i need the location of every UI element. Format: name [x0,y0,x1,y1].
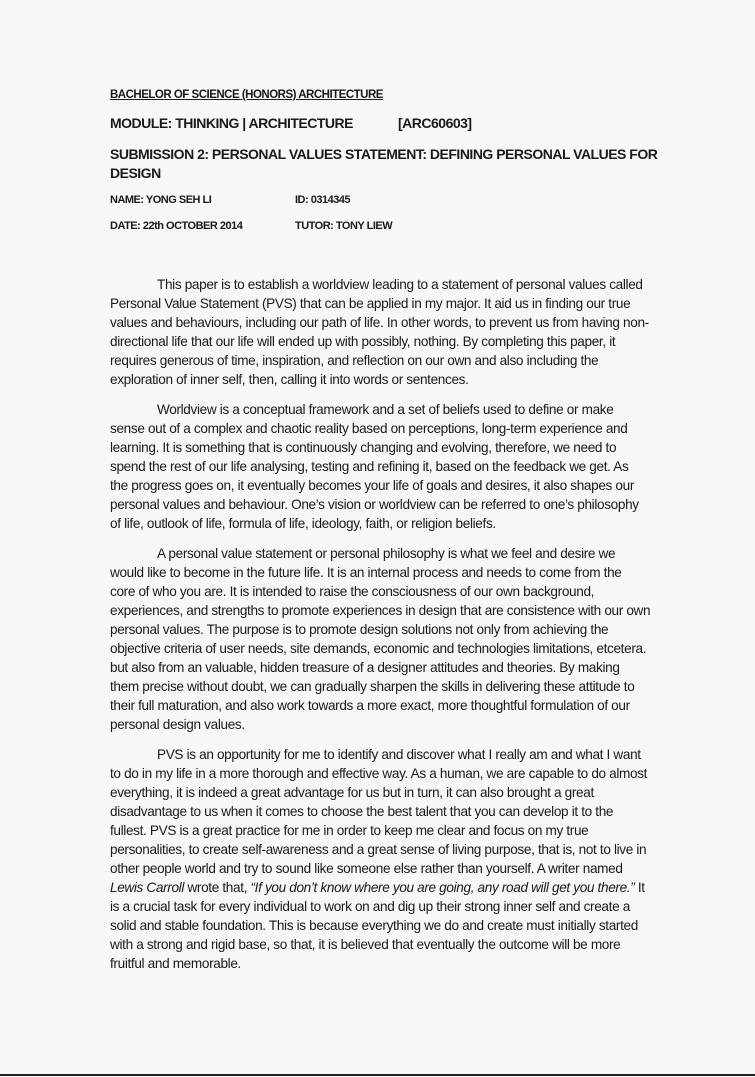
paragraph-line: learning. It is something that is continuously changing and evolving, therefore, we need to [110,440,617,455]
document-body [110,275,670,984]
paragraph-line: their full maturation, and also work towards a more exact, more thoughtful formulation of our [110,698,630,713]
paragraph [110,745,670,973]
paragraph-line: PVS is an opportunity for me to identify and discover what I really am and what I want [157,747,641,762]
paragraph-line: spend the rest of our life analysing, testing and refining it, based on the feedback we get. As [110,459,629,474]
paragraph-line: values and behaviours, including our path of life. In other words, to prevent us from having non- [110,315,649,330]
paragraph [110,400,670,533]
quote-tail: It [634,880,645,895]
paragraph-line: solid and stable foundation. This is because everything we do and create must initially started [110,918,638,933]
paragraph-line: A personal value statement or personal philosophy is what we feel and desire we [157,546,616,561]
paragraph-line: everything, it is indeed a great advantage for us but in turn, it can also brought a great [110,785,594,800]
paragraph-line: disadvantage to us when it comes to choose the best talent that you can develop it to the [110,804,614,819]
paragraph-line: experiences, and strengths to promote experiences in design that are consistence with our own [110,603,651,618]
paragraph [110,544,670,734]
submission-date: DATE: 22th OCTOBER 2014 [110,220,243,232]
paragraph-line: personalities, to create self-awareness and a great sense of living purpose, that is, not to live in [110,842,647,857]
paragraph-line: Worldview is a conceptual framework and a set of beliefs used to define or make [157,402,614,417]
paragraph-line: of life, outlook of life, formula of life, ideology, faith, or religion beliefs. [110,516,496,531]
paragraph-line: to do in my life in a more thorough and effective way. As a human, we are capable to do almost [110,766,648,781]
date-tutor-row [110,220,393,232]
page-bottom-rule [0,1074,755,1076]
module-name: MODULE: THINKING | ARCHITECTURE [110,115,353,131]
paragraph-line: but also from an valuable, hidden treasure of a designer attitudes and theories. By making [110,660,620,675]
program-title: BACHELOR OF SCIENCE (HONORS) ARCHITECTURE [110,89,383,101]
paragraph-line: is a crucial task for every individual to work on and dig up their strong inner self and create a [110,899,630,914]
paragraph-line: exploration of inner self, then, calling it into words or sentences. [110,372,469,387]
quote-line [110,878,670,897]
paragraph-line: directional life that our life will ended up with possibly, nothing. By completing this paper, it [110,334,616,349]
student-id: ID: 0314345 [295,194,351,206]
paragraph-line: sense out of a complex and chaotic reality based on perceptions, long-term experience and [110,421,628,436]
paragraph-line: fruitful and memorable. [110,956,241,971]
paragraph-line: requires generous of time, inspiration, and reflection on our own and also including the [110,353,599,368]
paragraph-line: them precise without doubt, we can gradually sharpen the skills in delivering these attitude to [110,679,635,694]
quote-author: Lewis Carroll [110,880,185,895]
quote-text: “If you don’t know where you are going, any road will get you there.” [250,880,635,895]
paragraph-line: the progress goes on, it eventually becomes your life of goals and desires, it also shapes our [110,478,635,493]
paragraph-line: core of who you are. It is intended to raise the consciousness of our own background, [110,584,595,599]
module-title [110,115,472,131]
paragraph-line: personal values. The purpose is to promote design solutions not only from achieving the [110,622,609,637]
paragraph [110,275,670,389]
tutor-name: TUTOR: TONY LIEW [295,220,393,232]
submission-title: SUBMISSION 2: PERSONAL VALUES STATEMENT: DEFINING PERSONAL VALUES FOR DESIGN [110,146,658,181]
paragraph-line: other people world and try to sound like someone else rather than yourself. A writer named [110,861,623,876]
paragraph-line: personal values and behaviour. One’s vision or worldview can be referred to one’s philosophy [110,497,639,512]
name-id-row [110,194,351,206]
paragraph-line: with a strong and rigid base, so that, it is believed that eventually the outcome will be more [110,937,621,952]
paragraph-line: This paper is to establish a worldview leading to a statement of personal values called [157,277,643,292]
student-name: NAME: YONG SEH LI [110,194,212,206]
paragraph-line: would like to become in the future life. It is an internal process and needs to come from the [110,565,622,580]
paragraph-line: objective criteria of user needs, site demands, economic and technologies limitations, etcetera. [110,641,647,656]
module-code: [ARC60603] [398,115,472,131]
paragraph-line: Personal Value Statement (PVS) that can be applied in my major. It aid us in finding our true [110,296,631,311]
paragraph-line: fullest. PVS is a great practice for me in order to keep me clear and focus on my true [110,823,589,838]
quote-intro: wrote that, [184,880,251,895]
paragraph-line: personal design values. [110,717,245,732]
